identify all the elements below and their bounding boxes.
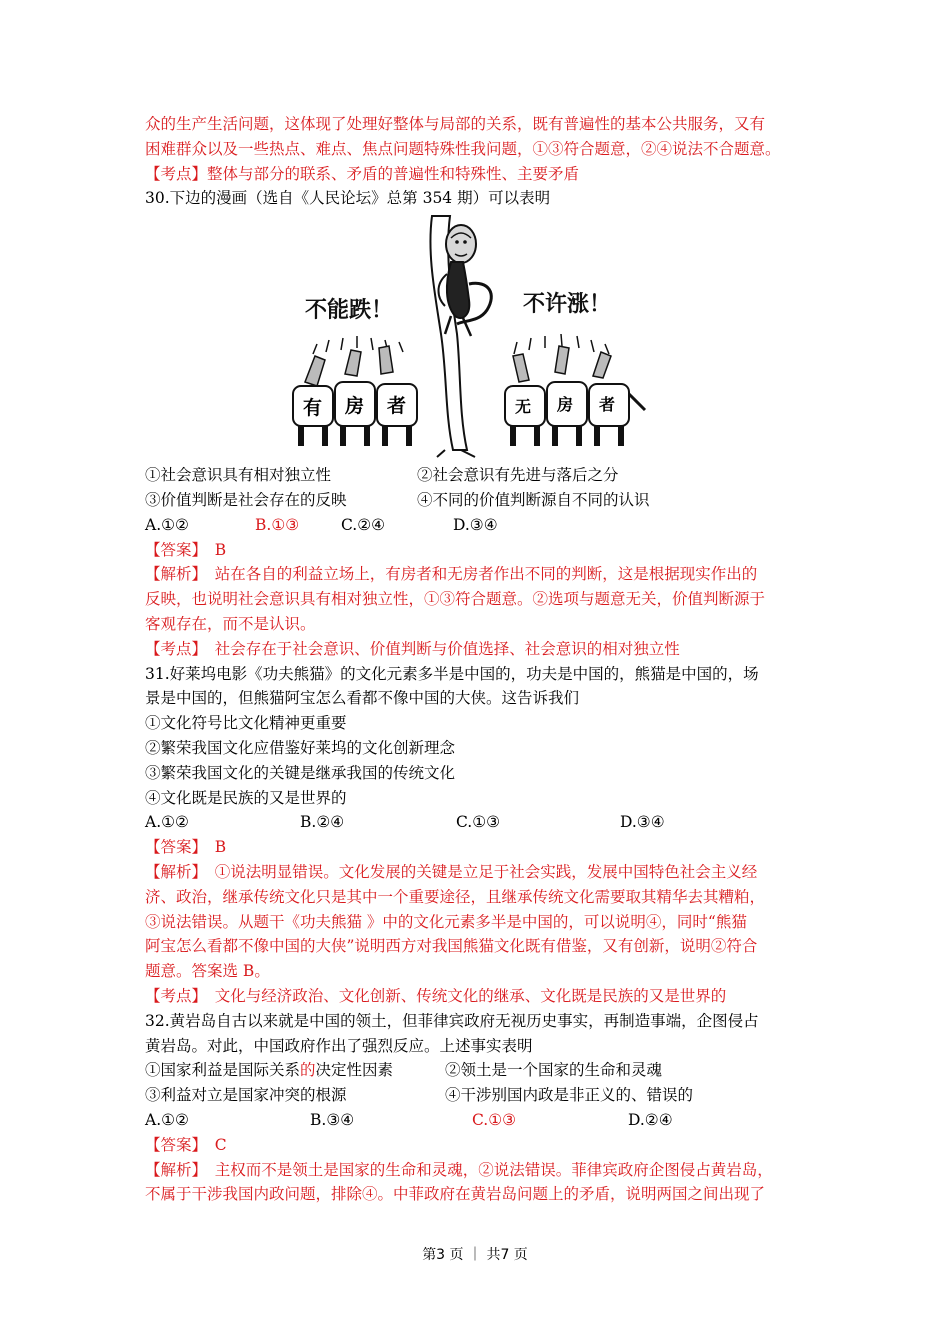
analysis-line: 【解析】 主权而不是领土是国家的生命和灵魂，②说法错误。菲律宾政府企图侵占黄岩岛， (145, 1160, 773, 1179)
analysis-line: 困难群众以及一些热点、难点、焦点问题特殊性我问题，①③符合题意，②④说法不合题意。 (145, 139, 781, 158)
q32-options-row (145, 1083, 815, 1108)
analysis-line: 【解析】 站在各自的利益立场上，有房者和无房者作出不同的判断，这是根据现实作出的 (145, 565, 758, 584)
page-content (145, 112, 815, 1207)
key-point-line: 【考点】 文化与经济政治、文化创新、传统文化的继承、文化既是民族的又是世界的 (145, 986, 727, 1005)
q32-option-1-highlight: 的 (300, 1061, 316, 1080)
choice-c: C.②④ (341, 515, 386, 534)
q32-option-3: ③利益对立是国家冲突的根源 (145, 1086, 347, 1105)
key-point-line: 【考点】整体与部分的联系、矛盾的普遍性和特殊性、主要矛盾 (145, 164, 580, 183)
analysis-line: ③说法错误。从题干《功夫熊猫 》中的文化元素多半是中国的，可以说明④，同时“熊猫 (145, 912, 747, 931)
q32-option-1-text: ①国家利益是国际关系 (145, 1061, 301, 1080)
left-speech-text: 不能跌！ (305, 298, 394, 324)
choice-d: D.③④ (453, 515, 498, 534)
analysis-line: 题意。答案选 B。 (145, 962, 270, 981)
question-32-stem: 32.黄岩岛自古以来就是中国的领土，但菲律宾政府无视历史事实，再制造事端，企图侵占 (145, 1011, 759, 1030)
choice-b: B.②④ (300, 813, 345, 832)
q32-option-1 (145, 1058, 445, 1083)
analysis-line: 众的生产生活问题，这体现了处理好整体与局部的关系，既有普遍性的基本公共服务，又有 (145, 115, 766, 133)
q32-options-row (145, 1058, 815, 1083)
question-31-stem: 31.好莱坞电影《功夫熊猫》的文化元素多半是中国的，功夫是中国的，熊猫是中国的，场 (145, 664, 759, 683)
q31-choices (145, 810, 815, 835)
analysis-line: 阿宝怎么看都不像中国的大侠”说明西方对我国熊猫文化既有借鉴，又有创新，说明②符合 (145, 937, 758, 956)
choice-a: A.①② (145, 813, 189, 832)
sign-char: 者 (387, 395, 407, 418)
homeowners-group (293, 346, 417, 446)
sign-char: 者 (599, 395, 616, 415)
answer-line: 【答案】 B (145, 838, 227, 857)
q30-option-3: ③价值判断是社会存在的反映 (145, 490, 347, 509)
choice-d: D.③④ (620, 813, 665, 832)
choice-c: C.①③ (472, 1110, 517, 1129)
sign-char: 房 (557, 395, 574, 415)
cartoon-illustration (145, 214, 815, 458)
answer-line: 【答案】 C (145, 1135, 227, 1154)
q31-option-3: ③繁荣我国文化的关键是继承我国的传统文化 (145, 763, 456, 782)
q30-option-1: ①社会意识具有相对独立性 (145, 466, 332, 485)
q32-option-1-text: 决定性因素 (315, 1061, 394, 1080)
q30-option-2: ②社会意识有先进与落后之分 (417, 466, 619, 485)
sign-char: 有 (303, 397, 323, 420)
choice-c: C.①③ (456, 813, 501, 832)
q31-option-2: ②繁荣我国文化应借鉴好莱坞的文化创新理念 (145, 738, 456, 757)
question-30-stem: 30.下边的漫画（选自《人民论坛》总第 354 期）可以表明 (145, 189, 551, 208)
q30-options-row (145, 488, 815, 513)
q32-option-2: ②领土是一个国家的生命和灵魂 (445, 1061, 663, 1080)
right-speech-text: 不许涨！ (523, 292, 612, 318)
analysis-line: 反映，也说明社会意识具有相对独立性，①③符合题意。②选项与题意无关，价值判断源于 (145, 590, 766, 609)
analysis-line: 不属于干涉我国内政问题，排除④。中菲政府在黄岩岛问题上的矛盾，说明两国之间出现了 (145, 1185, 766, 1204)
question-31-stem: 景是中国的，但熊猫阿宝怎么看都不像中国的大侠。这告诉我们 (145, 689, 580, 708)
q31-option-1: ①文化符号比文化精神更重要 (145, 714, 347, 733)
page-footer: 第3 页 ｜ 共7 页 (422, 1247, 528, 1263)
question-32-stem: 黄岩岛。对此，中国政府作出了强烈反应。上述事实表明 (145, 1036, 533, 1055)
choice-b: B.①③ (255, 515, 300, 534)
analysis-line: 【解析】 ①说法明显错误。文化发展的关键是立足于社会实践，发展中国特色社会主义经 (145, 862, 758, 881)
analysis-line: 济、政治，继承传统文化只是其中一个重要途径，且继承传统文化需要取其精华去其糟粕， (145, 887, 766, 906)
choice-a: A.①② (145, 1110, 189, 1129)
q30-options-row (145, 463, 815, 488)
sign-char: 无 (515, 397, 532, 417)
q30-choices (145, 513, 815, 538)
q31-option-4: ④文化既是民族的又是世界的 (145, 788, 347, 807)
key-point-line: 【考点】 社会存在于社会意识、价值判断与价值选择、社会意识的相对独立性 (145, 639, 680, 658)
q32-option-4: ④干涉别国内政是非正义的、错误的 (445, 1086, 694, 1105)
analysis-line: 客观存在，而不是认识。 (145, 614, 316, 633)
sign-char: 房 (345, 395, 365, 418)
choice-d: D.②④ (628, 1110, 673, 1129)
choice-a: A.①② (145, 515, 189, 534)
q32-choices (145, 1108, 815, 1133)
cartoon-drawing (145, 214, 815, 458)
answer-line: 【答案】 B (145, 540, 227, 559)
choice-b: B.③④ (310, 1110, 355, 1129)
q30-option-4: ④不同的价值判断源自不同的认识 (417, 490, 650, 509)
non-homeowners-group (505, 346, 645, 446)
